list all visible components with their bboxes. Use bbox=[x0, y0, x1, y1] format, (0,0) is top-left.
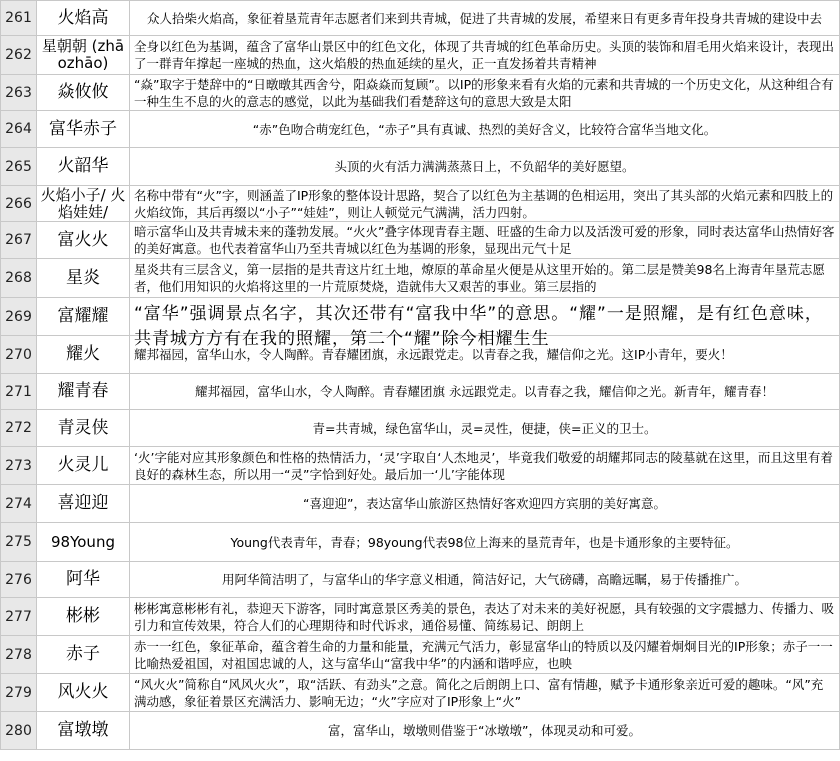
row-number[interactable]: 264 bbox=[1, 111, 37, 148]
description-text: 彬彬寓意彬彬有礼，恭迎天下游客，同时寓意景区秀美的景色，表达了对未来的美好祝愿，具有较强的文字震撼力、传播力、吸引力和宣传效果，符合人们的心理期待和时代诉求，通俗易懂、简练易记、朗朗上 bbox=[134, 600, 835, 633]
name-text: 阿华 bbox=[66, 569, 100, 589]
description-cell[interactable] bbox=[130, 186, 840, 222]
name-cell[interactable] bbox=[37, 410, 130, 447]
name-text: 火焰小子/ 火焰娃娃/ bbox=[40, 185, 126, 221]
name-text: 富火火 bbox=[57, 229, 109, 250]
row-number[interactable]: 279 bbox=[1, 674, 37, 712]
description-text: 青=共青城，绿色富华山，灵=灵性，便捷，侠=正义的卫士。 bbox=[312, 420, 657, 436]
description-text: “喜迎迎”，表达富华山旅游区热情好客欢迎四方宾朋的美好寓意。 bbox=[303, 496, 666, 511]
description-text: “焱”取字于楚辞中的“日暾暾其西舍兮，阳焱焱而复顾”。以IP的形象来看有火焰的元素和共青城的一个历史文化，从这种组合有一种生生不息的火的意志的感觉，以此为基础我们看楚辞这句的意思大致是太阳 bbox=[134, 76, 834, 109]
name-cell[interactable] bbox=[37, 75, 130, 111]
name-cell[interactable] bbox=[37, 298, 130, 336]
table-row bbox=[1, 298, 840, 336]
table-row bbox=[1, 259, 840, 298]
name-cell[interactable] bbox=[37, 598, 130, 636]
description-text: 耀邦福园，富华山水，令人陶醉。青春耀团旗，永远跟党走。以青春之我，耀信仰之光。这IP小青年，要火！ bbox=[134, 347, 733, 362]
description-cell[interactable] bbox=[130, 636, 840, 674]
description-text: 星炎共有三层含义，第一层指的是共青这片红土地，燎原的革命星火便是从这里开始的。第二层是赞美98名上海青年垦荒志愿者，他们用知识的火焰将这里的一片荒原焚烧，造就伟大又艰苦的事业。第三层指的 bbox=[134, 262, 825, 294]
row-number[interactable]: 276 bbox=[1, 562, 37, 598]
name-cell[interactable] bbox=[37, 259, 130, 298]
table-row bbox=[1, 674, 840, 712]
description-text: “风火火”简称自“风风火火”，取“活跃、有劲头”之意。简化之后朗朗上口、富有情趣，赋予卡通形象亲近可爱的趣味。“风”充满动感，象征着景区充满活力、影响无边；“火”字应对了IP形象上“火” bbox=[134, 676, 824, 709]
name-text: 耀火 bbox=[66, 344, 100, 364]
table-row bbox=[1, 636, 840, 674]
description-text: 暗示富华山及共青城未来的蓬勃发展。“火火”叠字体现青春主题、旺盛的生命力以及活泼可爱的形象，同时表达富华山热情好客的美好寓意。也代表着富华山乃至共青城以红色为基调的形象，显现出元气十足 bbox=[134, 224, 835, 256]
description-cell[interactable] bbox=[130, 598, 840, 636]
description-text: 全身以红色为基调，蕴含了富华山景区中的红色文化，体现了共青城的红色革命历史。头顶的装饰和眉毛用火焰来设计，表现出了一群青年撑起一座城的热血，这火焰般的热血延续的星火，正一直发扬着共青精神 bbox=[134, 39, 835, 71]
name-cell[interactable] bbox=[37, 562, 130, 598]
description-text: 用阿华简洁明了，与富华山的华字意义相通，简洁好记，大气磅礴，高瞻远瞩，易于传播推广。 bbox=[221, 572, 747, 587]
row-number[interactable]: 263 bbox=[1, 75, 37, 111]
row-number[interactable]: 272 bbox=[1, 410, 37, 447]
table-row bbox=[1, 712, 840, 750]
description-text: 头顶的火有活力满满蒸蒸日上，不负韶华的美好愿望。 bbox=[334, 159, 635, 174]
row-number[interactable]: 275 bbox=[1, 523, 37, 562]
description-cell[interactable] bbox=[130, 222, 840, 259]
description-cell[interactable] bbox=[130, 111, 840, 148]
row-number[interactable]: 267 bbox=[1, 222, 37, 259]
name-cell[interactable] bbox=[37, 36, 130, 75]
description-cell[interactable] bbox=[130, 1, 840, 36]
description-text: “富华”强调景点名字，其次还带有“富我中华”的意思。“耀”一是照耀，是有红色意味，共青城方方有在我的照耀，第二个“耀”除今相耀生生 bbox=[134, 303, 823, 349]
description-cell[interactable] bbox=[130, 259, 840, 298]
description-text: 富，富华山，墩墩则借鉴于“冰墩墩”，体现灵动和可爱。 bbox=[328, 723, 641, 738]
name-cell[interactable] bbox=[37, 485, 130, 523]
description-cell[interactable] bbox=[130, 562, 840, 598]
name-cell[interactable] bbox=[37, 111, 130, 148]
description-text: 名称中带有“火”字，则涵盖了IP形象的整体设计思路，契合了以红色为主基调的色相运用，突出了其头部的火焰元素和四肢上的火焰纹饰，其后再缀以“小子”“娃娃”，则让人顿觉元气满满，活力四射。 bbox=[134, 187, 834, 220]
description-cell[interactable] bbox=[130, 485, 840, 523]
row-number[interactable]: 265 bbox=[1, 148, 37, 186]
name-cell[interactable] bbox=[37, 674, 130, 712]
description-text: Young代表青年，青春；98young代表98位上海来的垦荒青年，也是卡通形象的主要特征。 bbox=[230, 534, 739, 550]
row-number[interactable]: 268 bbox=[1, 259, 37, 298]
name-cell[interactable] bbox=[37, 374, 130, 410]
row-number[interactable]: 261 bbox=[1, 1, 37, 36]
description-cell[interactable] bbox=[130, 75, 840, 111]
table-row bbox=[1, 562, 840, 598]
name-text: 赤子 bbox=[66, 644, 100, 664]
row-number[interactable]: 271 bbox=[1, 374, 37, 410]
name-cell[interactable] bbox=[37, 186, 130, 222]
name-cell[interactable] bbox=[37, 1, 130, 36]
description-cell[interactable] bbox=[130, 712, 840, 750]
table-row bbox=[1, 523, 840, 562]
table-row bbox=[1, 222, 840, 259]
row-number[interactable]: 270 bbox=[1, 336, 37, 374]
table-row bbox=[1, 1, 840, 36]
name-text: 火焰高 bbox=[57, 7, 109, 28]
description-cell[interactable] bbox=[130, 298, 840, 349]
row-number[interactable]: 274 bbox=[1, 485, 37, 523]
name-cell[interactable] bbox=[37, 712, 130, 750]
row-number[interactable]: 266 bbox=[1, 186, 37, 222]
name-cell[interactable] bbox=[37, 148, 130, 186]
name-text: 耀青春 bbox=[57, 381, 109, 401]
name-text: 富华赤子 bbox=[49, 118, 117, 139]
description-cell[interactable] bbox=[130, 148, 840, 186]
table-row bbox=[1, 111, 840, 148]
description-cell[interactable] bbox=[130, 374, 840, 410]
description-cell[interactable] bbox=[130, 447, 840, 485]
row-number[interactable]: 280 bbox=[1, 712, 37, 750]
table-row bbox=[1, 485, 840, 523]
description-cell[interactable] bbox=[130, 36, 840, 75]
name-text: 火灵儿 bbox=[57, 455, 109, 475]
table-row bbox=[1, 410, 840, 447]
description-text: 赤一一红色，象征革命，蕴含着生命的力量和能量，充满元气活力，彰显富华山的特质以及闪耀着炯炯目光的IP形象；赤子一一比喻热爱祖国，对祖国忠诚的人，这与富华山“富我中华”的内涵和谐呼应，也映 bbox=[134, 638, 833, 671]
name-cell[interactable] bbox=[37, 336, 130, 374]
table-row bbox=[1, 36, 840, 75]
row-number[interactable]: 277 bbox=[1, 598, 37, 636]
description-text: 耀邦福园，富华山水，令人陶醉。青春耀团旗 永远跟党走。以青春之我，耀信仰之光。新青年，耀青春！ bbox=[195, 384, 774, 399]
description-cell[interactable] bbox=[130, 523, 840, 562]
description-cell[interactable] bbox=[130, 410, 840, 447]
table-row bbox=[1, 374, 840, 410]
row-number[interactable]: 269 bbox=[1, 298, 37, 336]
name-cell[interactable] bbox=[37, 447, 130, 485]
name-text: 火韶华 bbox=[57, 156, 109, 176]
table-row bbox=[1, 75, 840, 111]
name-text: 风火火 bbox=[57, 682, 109, 702]
description-text: ‘火’字能对应其形象颜色和性格的热情活力，‘灵’字取自‘人杰地灵’，毕竟我们敬爱的胡耀邦同志的陵墓就在这里，而且这里有着良好的森林生态，所以用一“灵”字恰到好处。最后加一‘儿’字能体现 bbox=[134, 449, 833, 482]
name-text: 98Young bbox=[51, 532, 115, 551]
name-text: 青灵侠 bbox=[57, 417, 109, 438]
row-number[interactable]: 262 bbox=[1, 36, 37, 75]
name-text: 富耀耀 bbox=[57, 306, 109, 326]
name-cell[interactable] bbox=[37, 523, 130, 562]
description-cell[interactable] bbox=[130, 674, 840, 712]
name-text: 彬彬 bbox=[66, 606, 100, 626]
name-text: 焱攸攸 bbox=[57, 82, 109, 102]
table-row bbox=[1, 186, 840, 222]
name-cell[interactable] bbox=[37, 636, 130, 674]
row-number[interactable]: 278 bbox=[1, 636, 37, 674]
name-text: 星朝朝 (zhāozhāo) bbox=[41, 37, 125, 72]
table-row bbox=[1, 598, 840, 636]
name-text: 富墩墩 bbox=[57, 720, 109, 740]
name-text: 星炎 bbox=[66, 267, 100, 288]
name-cell[interactable] bbox=[37, 222, 130, 259]
table-row bbox=[1, 447, 840, 485]
row-number[interactable]: 273 bbox=[1, 447, 37, 485]
description-text: 众人拾柴火焰高，象征着垦荒青年志愿者们来到共青城，促进了共青城的发展，希望来日有更多青年投身共青城的建设中去 bbox=[146, 10, 822, 26]
description-text: “赤”色吻合萌宠红色，“赤子”具有真诚、热烈的美好含义，比较符合富华当地文化。 bbox=[252, 121, 717, 137]
table-row bbox=[1, 148, 840, 186]
name-text: 喜迎迎 bbox=[57, 493, 109, 513]
